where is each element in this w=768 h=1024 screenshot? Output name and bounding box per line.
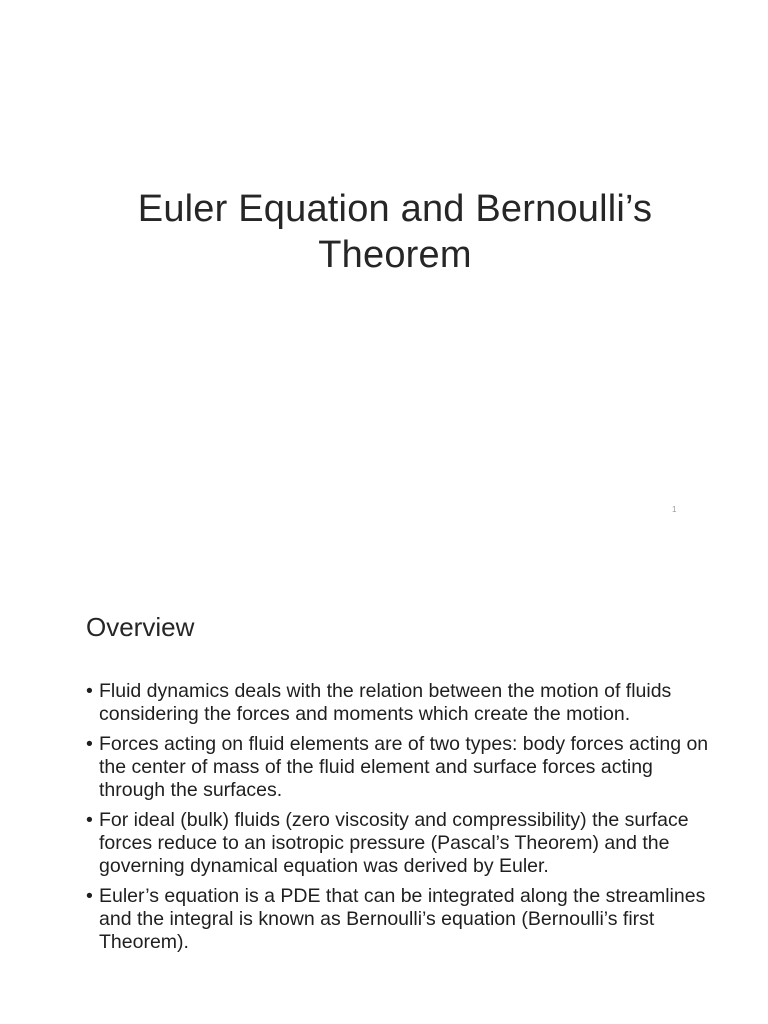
bullet-icon: • (86, 809, 93, 831)
bullet-text-4: Euler’s equation is a PDE that can be integrated along the streamlines and the integral is known as Bernoulli’s equation (Bernoulli’s first Theorem). (99, 885, 706, 953)
bullet-icon: • (86, 885, 93, 907)
bullet-item-3 (86, 809, 720, 878)
page-number: 1 (672, 505, 677, 514)
slide-title (70, 186, 720, 278)
slide-title-line-1: Euler Equation and Bernoulli’s (137, 188, 653, 230)
slide-title-line-2: Theorem (318, 234, 472, 276)
overview-slide (0, 576, 768, 1024)
bullet-icon: • (86, 733, 93, 755)
bullet-list (86, 680, 720, 961)
bullet-text-3: For ideal (bulk) fluids (zero viscosity and compressibility) the surface forces reduce to an isotropic pressure (Pascal’s Theorem) and the governing dynamical equation was derived by Euler. (99, 809, 689, 877)
bullet-item-4 (86, 885, 720, 954)
section-heading: Overview (86, 612, 195, 642)
bullet-text-2: Forces acting on fluid elements are of two types: body forces acting on the center of mass of the fluid element and surface forces acting through the surfaces. (99, 733, 709, 801)
bullet-text-1: Fluid dynamics deals with the relation between the motion of fluids considering the forces and moments which create the motion. (99, 680, 672, 725)
bullet-item-2 (86, 733, 720, 802)
bullet-icon: • (86, 680, 93, 702)
bullet-item-1 (86, 680, 720, 726)
